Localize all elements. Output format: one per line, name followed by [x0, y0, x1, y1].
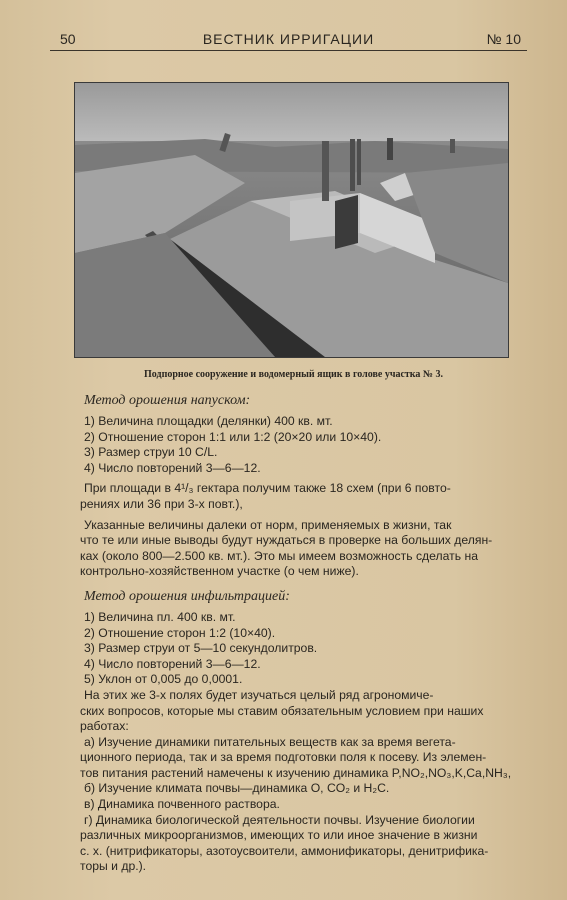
- paragraph-line: контрольно-хозяйственном участке (о чем ниже).: [80, 564, 359, 579]
- photo-caption: Подпорное сооружение и водомерный ящик в голове участка № 3.: [144, 369, 443, 380]
- paragraph-line: рениях или 36 при 3-х повт.),: [80, 496, 243, 511]
- paragraph-line: ских вопросов, которые мы ставим обязательным условием при наших: [80, 703, 484, 718]
- paragraph-line: работах:: [80, 719, 129, 734]
- paragraph-line: а) Изучение динамики питательных веществ как за время вегета-: [84, 734, 456, 749]
- paragraph-line: г) Динамика биологической деятельности почвы. Изучение биологии: [84, 812, 475, 827]
- paragraph-line: ционного периода, так и за время подготовки поля к посеву. Из элемен-: [80, 750, 487, 765]
- section-heading-infiltration-method: Метод орошения инфильтрацией:: [84, 588, 290, 604]
- article-text: [80, 392, 536, 875]
- section-heading-flood-method: Метод орошения напуском:: [84, 393, 251, 408]
- paragraph-line: в) Динамика почвенного раствора.: [84, 797, 280, 812]
- list-item: 5) Уклон от 0,005 до 0,0001.: [84, 672, 243, 687]
- paragraph-line: На этих же 3-х полях будет изучаться целый ряд агрономиче-: [84, 687, 434, 702]
- list-item: 2) Отношение сторон 1:2 (10×40).: [84, 625, 276, 640]
- paragraph-line: с. х. (нитрификаторы, азотоусвоители, аммонификаторы, денитрифика-: [80, 843, 489, 858]
- paragraph-line: Указанные величины далеки от норм, применяемых в жизни, так: [84, 517, 452, 532]
- paragraph-line: ках (около 800—2.500 кв. мт.). Это мы имеем возможность сделать на: [80, 548, 478, 563]
- page-header: [50, 30, 527, 51]
- paragraph-line: торы и др.).: [80, 859, 147, 874]
- list-item: 2) Отношение сторон 1:1 или 1:2 (20×20 или 10×40).: [84, 429, 382, 444]
- journal-title: ВЕСТНИК ИРРИГАЦИИ: [202, 31, 375, 47]
- paragraph-line: что те или иные выводы будут нуждаться в проверке на больших делян-: [80, 533, 493, 548]
- page-number: 50: [60, 31, 76, 47]
- list-item: 1) Величина площадки (делянки) 400 кв. мт.: [84, 414, 333, 428]
- paragraph-line: б) Изучение климата почвы—динамика O, CO₂ и H₂C.: [84, 781, 390, 796]
- list-item: 3) Размер струи 10 С/L.: [84, 445, 218, 460]
- paragraph-line: различных микроорганизмов, имеющих то или иное значение в жизни: [80, 828, 478, 843]
- list-item: 3) Размер струи от 5—10 секундолитров.: [84, 641, 318, 656]
- photograph: [74, 82, 509, 358]
- issue-number: № 10: [486, 31, 521, 47]
- irrigation-structure-photo: [75, 83, 508, 357]
- list-item: 4) Число повторений 3—6—12.: [84, 656, 261, 671]
- paragraph-line: тов питания растений намечены к изучению динамика P,NO₂,NO₃,K,Ca,NH₃,: [80, 765, 512, 780]
- paragraph-line: При площади в 4¹/₃ гектара получим также 18 схем (при 6 повто-: [84, 481, 451, 496]
- list-item: 1) Величина пл. 400 кв. мт.: [84, 609, 236, 624]
- list-item: 4) Число повторений 3—6—12.: [84, 460, 261, 475]
